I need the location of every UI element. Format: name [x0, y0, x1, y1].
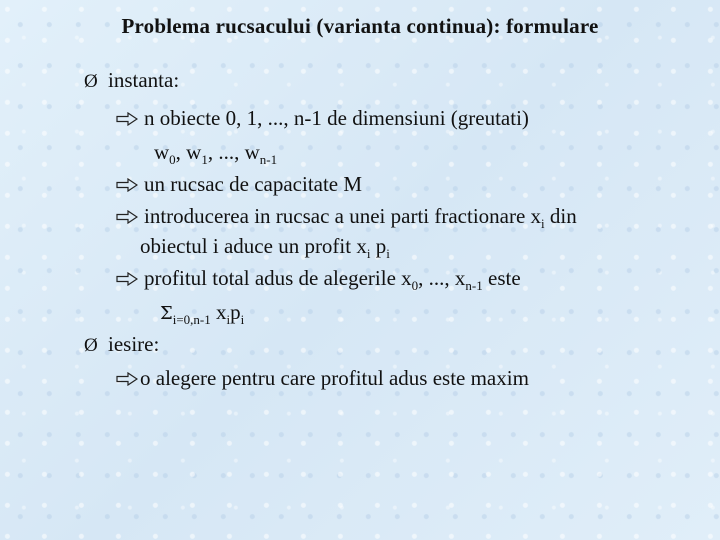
weight-subn: n-1 [259, 152, 278, 167]
list-item-introduction [116, 204, 577, 231]
intro-line2-sub1: i [366, 246, 371, 261]
sigma-symbol: Σ [160, 303, 173, 324]
intro-line2-a: obiectul i aduce un profit x [140, 234, 367, 258]
objects-text: n obiecte 0, 1, ..., n-1 de dimensiuni (greutati) [144, 106, 529, 130]
weight-w1: , w [175, 140, 202, 164]
hollow-right-arrow-icon [116, 210, 138, 224]
intro-text-b: din [544, 204, 577, 228]
intro-line2-sub2: i [386, 246, 390, 261]
introduction-line2 [140, 234, 390, 261]
sum-sub: i=0,n-1 [172, 312, 211, 327]
hollow-right-arrow-icon [116, 272, 138, 286]
total-sub0: 0 [411, 278, 419, 293]
list-item-output [116, 368, 529, 389]
sum-x: x [210, 300, 227, 324]
total-text-b: , ..., x [418, 266, 466, 290]
total-text-c: este [482, 266, 521, 290]
capacity-text: un rucsac de capacitate M [144, 172, 363, 196]
arrowhead-bullet-icon: Ø [84, 71, 98, 92]
weight-w0: w [154, 140, 170, 164]
total-subn: n-1 [465, 278, 483, 293]
sum-p: p [230, 300, 241, 324]
list-item-capacity [116, 174, 362, 195]
output-label: iesire: [108, 332, 160, 356]
total-text-a: profitul total adus de alegerile x [144, 266, 412, 290]
list-item-objects [116, 108, 529, 129]
weight-wn: , ..., w [207, 140, 260, 164]
hollow-right-arrow-icon [116, 372, 138, 386]
sum-formula [160, 300, 245, 327]
hollow-right-arrow-icon [116, 178, 138, 192]
hollow-right-arrow-icon [116, 112, 138, 126]
output-heading [84, 334, 159, 355]
arrowhead-bullet-icon: Ø [84, 335, 98, 356]
instance-heading [84, 70, 179, 91]
weight-sub1: 1 [201, 152, 208, 167]
output-text: o alegere pentru care profitul adus este maxim [140, 366, 529, 390]
weight-sub0: 0 [169, 152, 176, 167]
instance-label: instanta: [108, 68, 180, 92]
intro-line2-b: p [370, 234, 387, 258]
slide-title: Problema rucsacului (varianta continua): formulare [121, 14, 599, 38]
weights-line [154, 140, 278, 167]
intro-sub-i: i [541, 216, 545, 231]
sum-x-sub: i [226, 312, 231, 327]
intro-text-a: introducerea in rucsac a unei parti fractionare x [144, 204, 542, 228]
sum-p-sub: i [240, 312, 245, 327]
list-item-total-profit [116, 266, 521, 293]
